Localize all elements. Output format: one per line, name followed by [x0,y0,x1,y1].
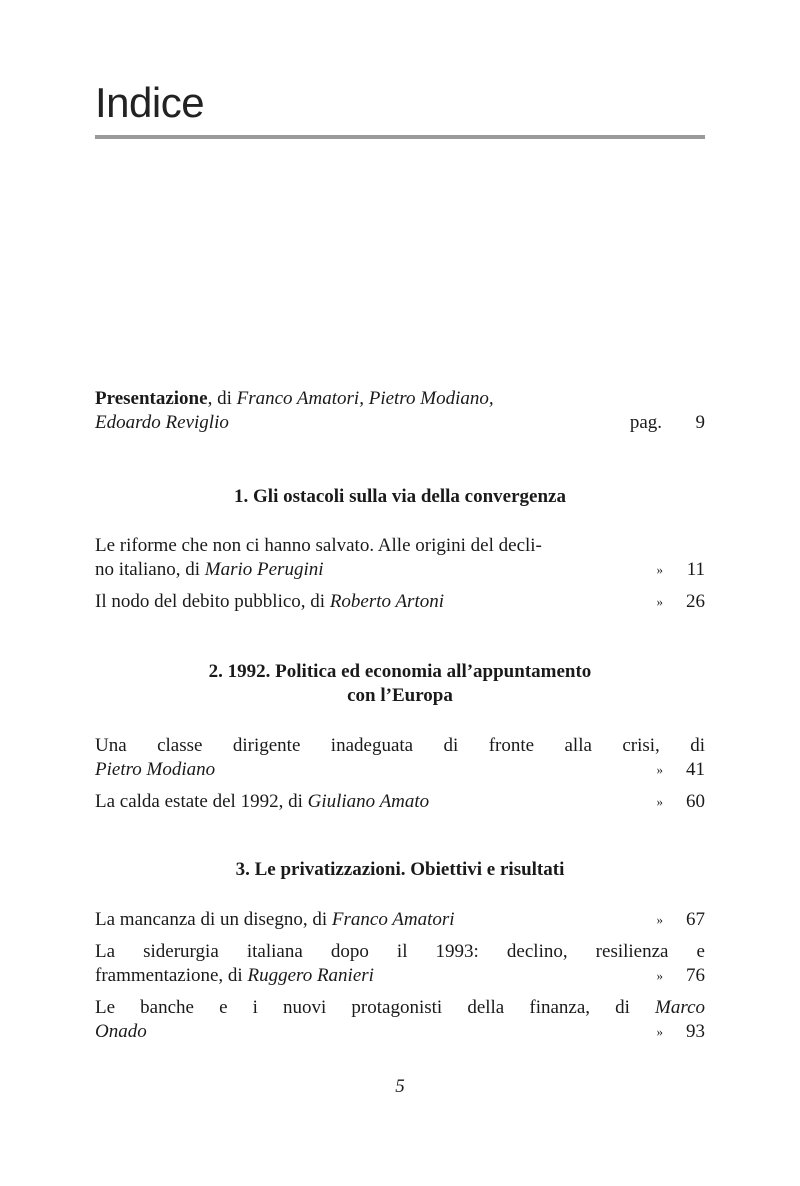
entry-title-line [95,964,600,988]
ditto-mark: » [656,762,663,777]
toc-entry[interactable] [95,908,705,932]
entry-connector: , di [207,388,237,409]
page-number: 41 [686,759,705,780]
entry-author: Giuliano Amato [307,791,430,812]
entry-title-line: La siderurgia italiana dopo il 1993: declino, resilienza e [95,941,705,962]
entry-title-line: Una classe dirigente inadeguata di fronte alla crisi, di [95,735,705,756]
ditto-mark: » [656,562,663,577]
entry-author: Edoardo Reviglio [95,412,229,433]
title-rule [95,135,705,139]
entry-title-line [95,790,600,814]
section-title-3: 3. Le privatizzazioni. Obiettivi e risultati [235,859,565,880]
entry-title-line [95,758,600,782]
ditto-mark: » [656,968,663,983]
entry-author: Ruggero Ranieri [247,965,374,986]
entry-text: Il nodo del debito pubblico, di [95,591,330,612]
entry-author: Pietro Modiano [95,759,216,780]
ditto-mark: » [656,794,663,809]
page-number: 60 [686,791,705,812]
ditto-mark: » [656,594,663,609]
toc-entry-presentation[interactable] [95,387,705,435]
entry-author: Franco Amatori [331,909,455,930]
section-title-2 [95,660,705,708]
page-folio: 5 [395,1076,405,1097]
entry-title-line [95,1020,600,1044]
ditto-mark: » [656,1024,663,1039]
entry-author: Mario Perugini [204,559,324,580]
section-title-line: con l’Europa [347,685,453,706]
entry-title-line [95,411,705,435]
ditto-mark: » [656,912,663,927]
entry-title-line [95,558,600,582]
page-number: 11 [686,559,705,580]
page-number: 9 [695,412,705,433]
entry-text: frammentazione, di [95,965,248,986]
entry-author: Franco Amatori, Pietro Modiano, [236,388,494,409]
entry-author: Roberto Artoni [329,591,445,612]
page-number: 76 [686,965,705,986]
entry-text: La calda estate del 1992, di [95,791,308,812]
entry-label: Presentazione [95,388,208,409]
section-title-line: 2. 1992. Politica ed economia all’appuntamento [208,661,592,682]
entry-text: La mancanza di un disegno, di [95,909,332,930]
section-title-1: 1. Gli ostacoli sulla via della convergenza [234,486,566,507]
toc-entry[interactable] [95,940,705,988]
toc-entry[interactable] [95,996,705,1044]
entry-text: no italiano, di [95,559,205,580]
toc-entry[interactable] [95,790,705,814]
entry-title-line: Le riforme che non ci hanno salvato. Alle origini del decli- [95,535,542,556]
page-number: 67 [686,909,705,930]
entry-author: Marco [655,997,705,1018]
toc-entry[interactable] [95,590,705,614]
page-title: Indice [95,79,205,126]
entry-text: Le banche e i nuovi protagonisti della finanza, di [95,997,656,1018]
entry-author: Onado [95,1021,147,1042]
entry-title-line [95,908,600,932]
page-number: 93 [686,1021,705,1042]
entry-title-line [95,387,705,411]
entry-title-line [95,996,705,1020]
page-number: 26 [686,591,705,612]
toc-entry[interactable] [95,534,705,582]
entry-title-line [95,590,600,614]
toc-entry[interactable] [95,734,705,782]
table-of-contents [95,387,705,1044]
page-label: pag. [629,412,662,433]
